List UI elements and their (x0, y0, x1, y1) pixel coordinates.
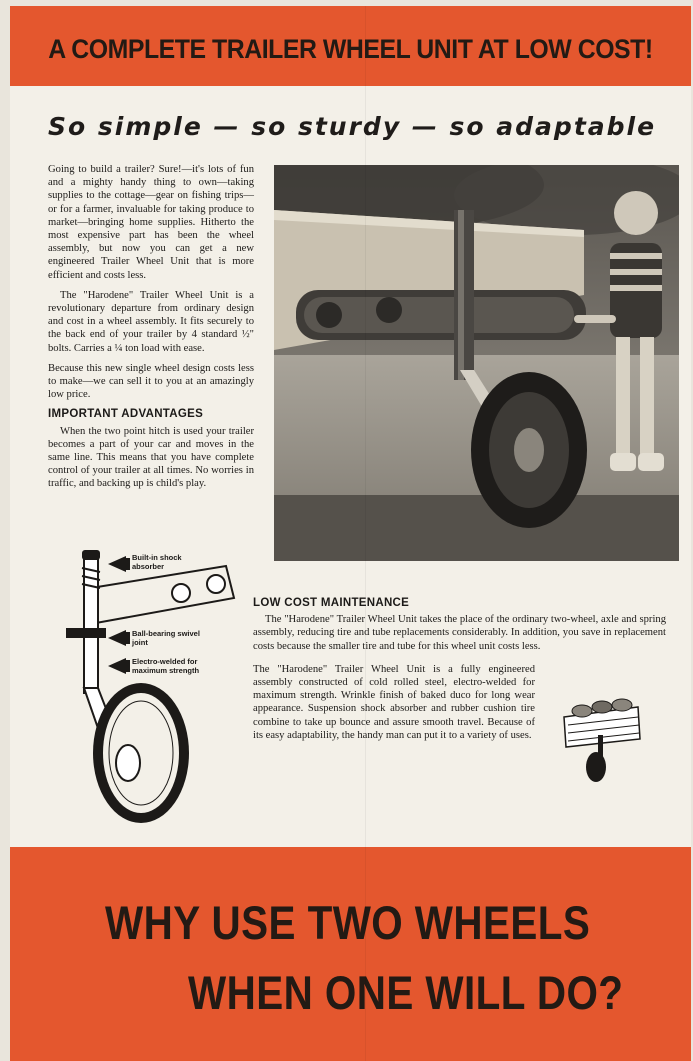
product-photo-illustration (274, 165, 679, 561)
intro-paragraph-2: The "Harodene" Trailer Wheel Unit is a revolutionary departure from ordinary design and cost in a wheel assembly. It fits securely to the back end of your trailer by 4 standard ½" bolts. Carries a ¼ ton load with ease. (48, 289, 254, 354)
header-band (10, 6, 691, 86)
slogan-line-2: WHEN ONE WILL DO? (188, 966, 624, 1019)
slogan-line-1: WHY USE TWO WHEELS (105, 896, 591, 949)
wheel-unit-drawing (46, 548, 246, 833)
paper-fold-line (365, 6, 366, 1061)
product-photo (274, 165, 679, 561)
callout-shock-absorber: Built-in shock absorber (132, 553, 182, 571)
maintenance-paragraph-1: The "Harodene" Trailer Wheel Unit takes the place of the ordinary two-wheel, axle and spring assembly, reducing tire and tube replacements considerably. In addition, you save in replacement costs because the smaller tire and tube for this wheel unit costs less. (253, 614, 666, 652)
callout-swivel-joint: Ball-bearing swivel joint (132, 629, 200, 647)
maintenance-paragraph-2: The "Harodene" Trailer Wheel Unit is a fully engineered assembly constructed of cold rolled steel, electro-welded for maximum strength. Wrinkle finish of baked duco for long wear appearance. Suspension shock absorber and rubber cushion tire combine to take up bounce and assure smooth travel. Because of its easy adaptability, the handy man can put it to a variety of uses. (253, 663, 535, 741)
wheel-unit-diagram (46, 548, 246, 833)
advantages-heading: IMPORTANT ADVANTAGES (48, 408, 204, 421)
intro-paragraph-1: Going to build a trailer? Sure!—it's lots of fun and a mighty handy thing to own—taking supplies to the cottage—gear on fishing trips—or for a farmer, invaluable for taking produce to market—bringing home supplies. Hitherto the most expensive part has been the wheel assembly, but now you can get a new engineered Trailer Wheel Unit that is more efficient and costs less. (48, 164, 254, 281)
advantages-text: When the two point hitch is used your trailer becomes a part of your car and moves in the same line. This means that you have complete control of your trailer at all times. No worries in traffic, and backing up is child's play. (48, 425, 254, 490)
intro-paragraph-3: Because this new single wheel design costs less to make—we can sell it to you at an amazingly low price. (48, 362, 254, 401)
maintenance-heading: LOW COST MAINTENANCE (253, 597, 410, 609)
loaded-trailer-drawing (560, 695, 645, 787)
footer-band (10, 847, 691, 1061)
callout-electro-welded: Electro-welded for maximum strength (132, 657, 200, 675)
header-title: A COMPLETE TRAILER WHEEL UNIT AT LOW COST! (48, 34, 653, 64)
tagline: So simple — so sturdy — so adaptable (48, 112, 657, 141)
intro-column (48, 163, 254, 498)
loaded-trailer-sketch (560, 695, 645, 787)
